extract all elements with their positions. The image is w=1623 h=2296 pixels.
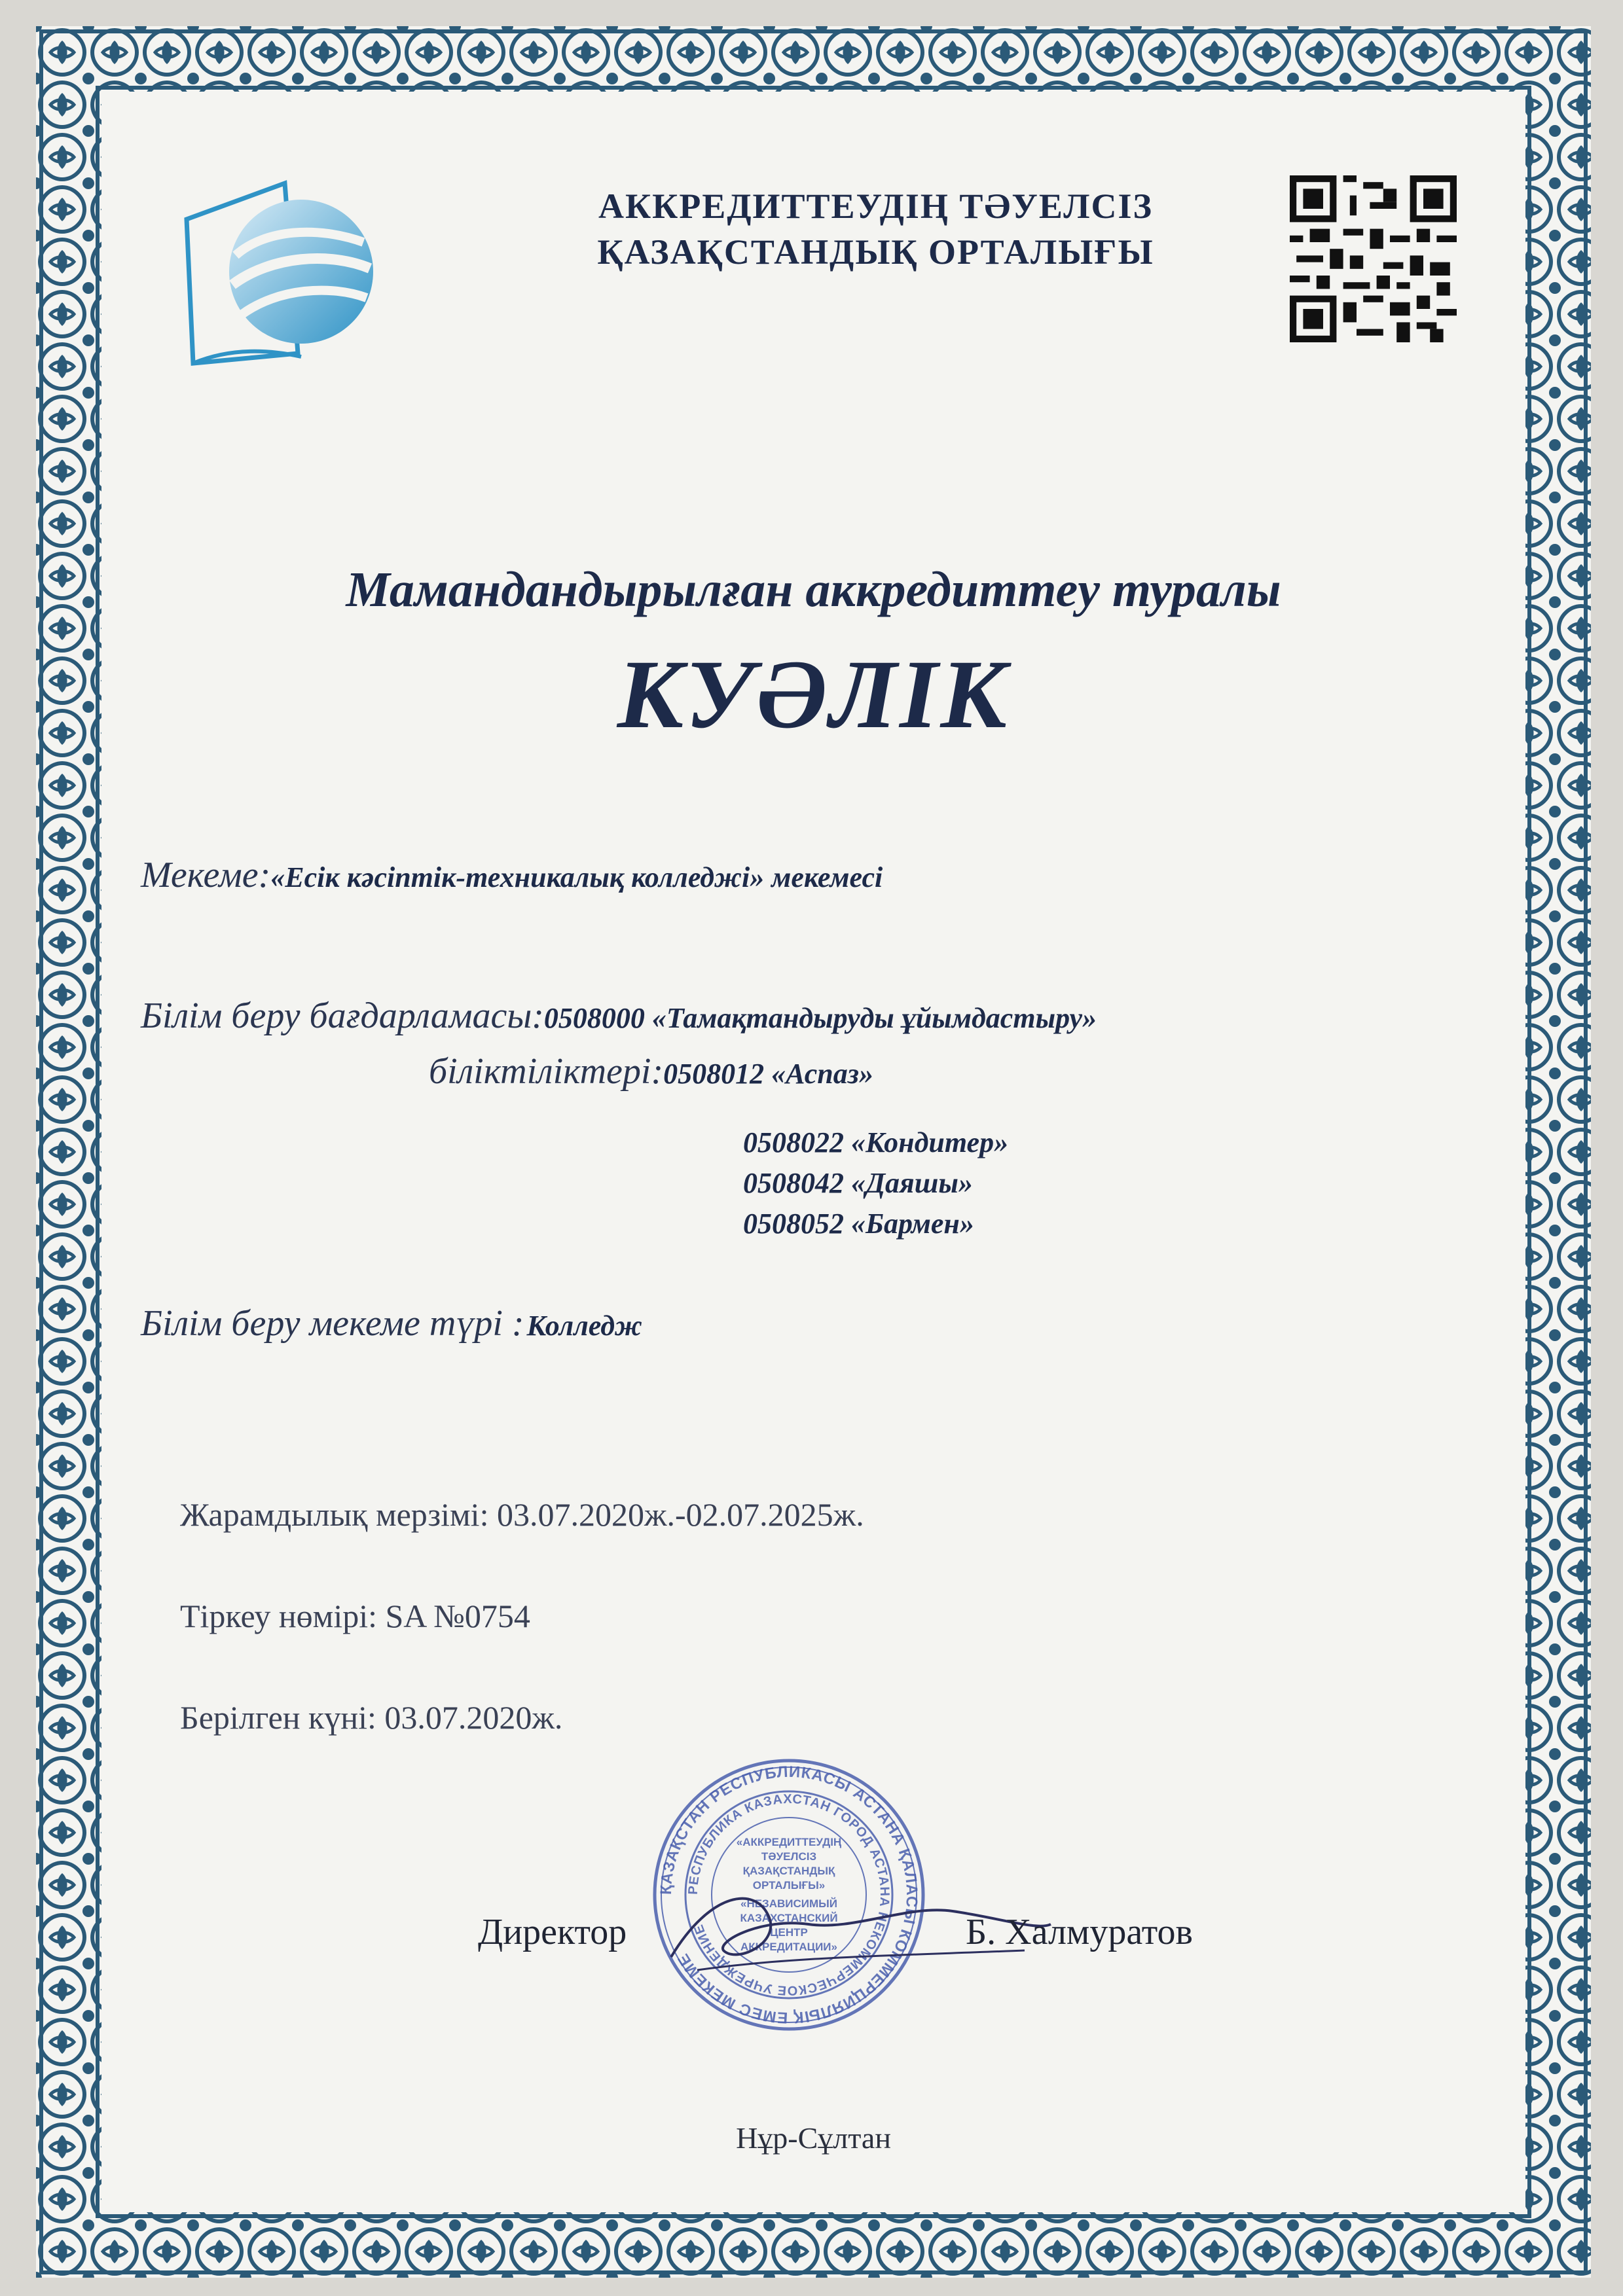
issue-city: Нұр-Сұлтан (736, 2121, 891, 2155)
svg-text:РЕСПУБЛИКА КАЗАХСТАН ГОРОД АСТ: РЕСПУБЛИКА КАЗАХСТАН ГОРОД АСТАНА НЕКОММЕРЧЕСКОЕ УЧРЕЖДЕНИЕ (685, 1791, 892, 1998)
svg-text:ЦЕНТР: ЦЕНТР (770, 1926, 808, 1939)
certificate-heading: КУӘЛІК (617, 640, 1010, 749)
issue-date: Берілген күні: 03.07.2020ж. (180, 1699, 563, 1736)
program-value: 0508000 «Тамақтандыруды ұйымдастыру» (543, 1002, 1097, 1034)
svg-text:ҚАЗАҚСТАНДЫҚ: ҚАЗАҚСТАНДЫҚ (742, 1865, 835, 1877)
qualification-item: 0508042 «Даяшы» (743, 1167, 973, 1199)
qualification-item: 0508022 «Кондитер» (743, 1126, 1009, 1158)
signatory-name: Б. Халмуратов (966, 1912, 1193, 1952)
svg-text:ОРТАЛЫҒЫ»: ОРТАЛЫҒЫ» (752, 1879, 826, 1892)
registration-number: Тіркеу нөмірі: SA №0754 (180, 1598, 530, 1634)
validity-period: Жарамдылық мерзімі: 03.07.2020ж.-02.07.2025ж. (180, 1496, 864, 1533)
svg-text:КАЗАХСТАНСКИЙ: КАЗАХСТАНСКИЙ (740, 1912, 838, 1924)
institution-label: Мекеме: (141, 855, 271, 895)
qualifications-row (429, 1050, 873, 1092)
svg-text:«НЕЗАВИСИМЫЙ: «НЕЗАВИСИМЫЙ (740, 1897, 838, 1910)
organization-name-line2: ҚАЗАҚСТАНДЫҚ ОРТАЛЫҒЫ (597, 232, 1154, 272)
svg-text:ТӘУЕЛСІЗ: ТӘУЕЛСІЗ (761, 1850, 817, 1863)
qualifications-label: біліктіліктері: (429, 1051, 664, 1092)
certificate-sheet (36, 26, 1591, 2278)
qr-code-icon[interactable] (1290, 175, 1457, 342)
institution-type-row (141, 1302, 642, 1344)
institution-type-label: Білім беру мекеме түрі : (141, 1303, 524, 1344)
svg-text:«АККРЕДИТТЕУДІҢ: «АККРЕДИТТЕУДІҢ (736, 1836, 842, 1848)
svg-text:ҚАЗАҚСТАН РЕСПУБЛИКАСЫ АСТАНА: ҚАЗАҚСТАН РЕСПУБЛИКАСЫ АСТАНА ҚАЛАСЫ КОММЕРЦИЯЛЫҚ ЕМЕС МЕКЕМЕ (657, 1763, 921, 2027)
qualification-item: 0508012 «Аспаз» (663, 1058, 873, 1090)
svg-text:АККРЕДИТАЦИИ»: АККРЕДИТАЦИИ» (740, 1941, 837, 1953)
institution-value: «Есік кәсіптік-техникалық колледжі» мекемесі (270, 861, 883, 893)
program-row (141, 995, 1097, 1037)
signatory-title: Директор (478, 1912, 627, 1952)
institution-row (141, 854, 883, 896)
program-label: Білім беру бағдарламасы: (141, 996, 544, 1036)
certificate-subtitle: Мамандандырылған аккредиттеу туралы (346, 562, 1281, 617)
qualification-item: 0508052 «Бармен» (743, 1208, 974, 1240)
organization-name-line1: АККРЕДИТТЕУДІҢ ТӘУЕЛСІЗ (598, 187, 1153, 226)
institution-type-value: Колледж (526, 1310, 642, 1342)
